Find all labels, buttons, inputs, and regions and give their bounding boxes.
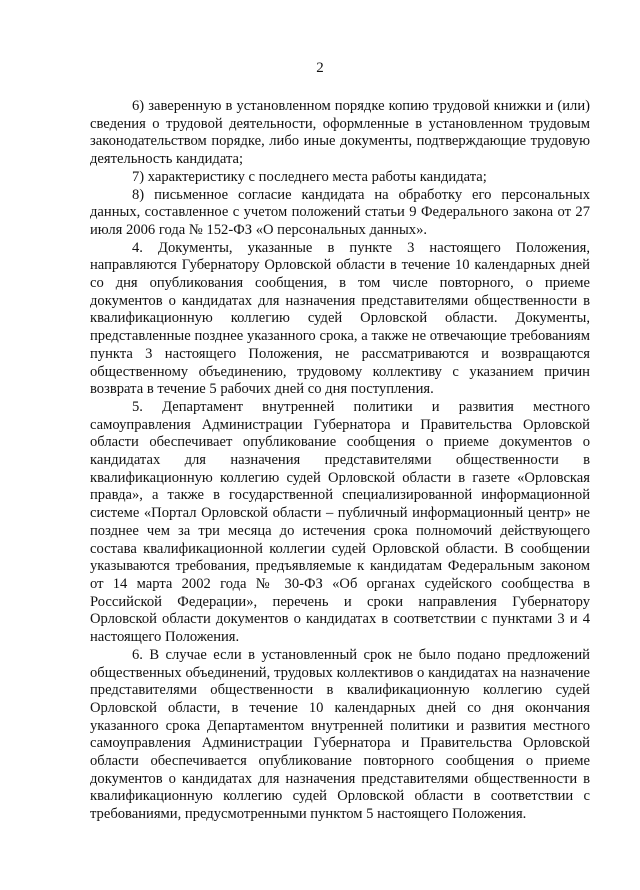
paragraph-item-8: 8) письменное согласие кандидата на обработку его персональных данных, составленное с учетом положений статьи 9 Федерального закона от 27 июля 2006 года № 152-ФЗ «О персональных данных». (90, 186, 590, 238)
paragraph-item-6: 6) заверенную в установленном порядке копию трудовой книжки и (или) сведения о трудовой деятельности, оформленные в установленном трудовым законодательством порядке, либо иные документы, подтверждающие трудовую деятельность кандидата; (90, 98, 590, 168)
paragraph-section-6: 6. В случае если в установленный срок не было подано предложений общественных объединений, трудовых коллективов о кандидатах на назначение представителями общественности в квалификационную коллегию судей Орловской области, в течение 10 календарных дней со дня окончания указанного срока Департаментом внутренней политики и развития местного самоуправления Администрации Губернатора и Правительства Орловской области обеспечивается опубликование повторного сообщения о приеме документов о кандидатах для назначения представителями общественности в квалификационную коллегию судей Орловской области в соответствии с требованиями, предусмотренными пунктом 5 настоящего Положения. (90, 646, 590, 823)
document-body (90, 98, 590, 824)
paragraph-section-5: 5. Департамент внутренней политики и развития местного самоуправления Администрации Губернатора и Правительства Орловской области обеспечивает опубликование сообщения о приеме документов о кандидатах для назначения представителями общественности в квалификационную коллегию судей Орловской области в газете «Орловская правда», а также в государственной специализированной информационной системе «Портал Орловской области – публичный информационный центр» не позднее чем за три месяца до истечения срока полномочий действующего состава квалификационной коллегии судей Орловской области. В сообщении указываются требования, предъявляемые к кандидатам Федеральным законом от 14 марта 2002 года № 30-ФЗ «Об органах судейского сообщества в Российской Федерации», перечень и сроки направления Губернатору Орловской области документов о кандидатах в соответствии с пунктами 3 и 4 настоящего Положения. (90, 398, 590, 646)
paragraph-section-4: 4. Документы, указанные в пункте 3 настоящего Положения, направляются Губернатору Орловской области в течение 10 календарных дней со дня опубликования сообщения, в том числе повторного, о приеме документов о кандидатах для назначения представителями общественности в квалификационную коллегию судей Орловской области. Документы, представленные позднее указанного срока, а также не отвечающие требованиям пункта 3 настоящего Положения, не рассматриваются и возвращаются общественному объединению, трудовому коллективу с указанием причин возврата в течение 5 рабочих дней со дня поступления. (90, 239, 590, 398)
page-number: 2 (316, 60, 324, 76)
paragraph-item-7: 7) характеристику с последнего места работы кандидата; (132, 168, 487, 185)
